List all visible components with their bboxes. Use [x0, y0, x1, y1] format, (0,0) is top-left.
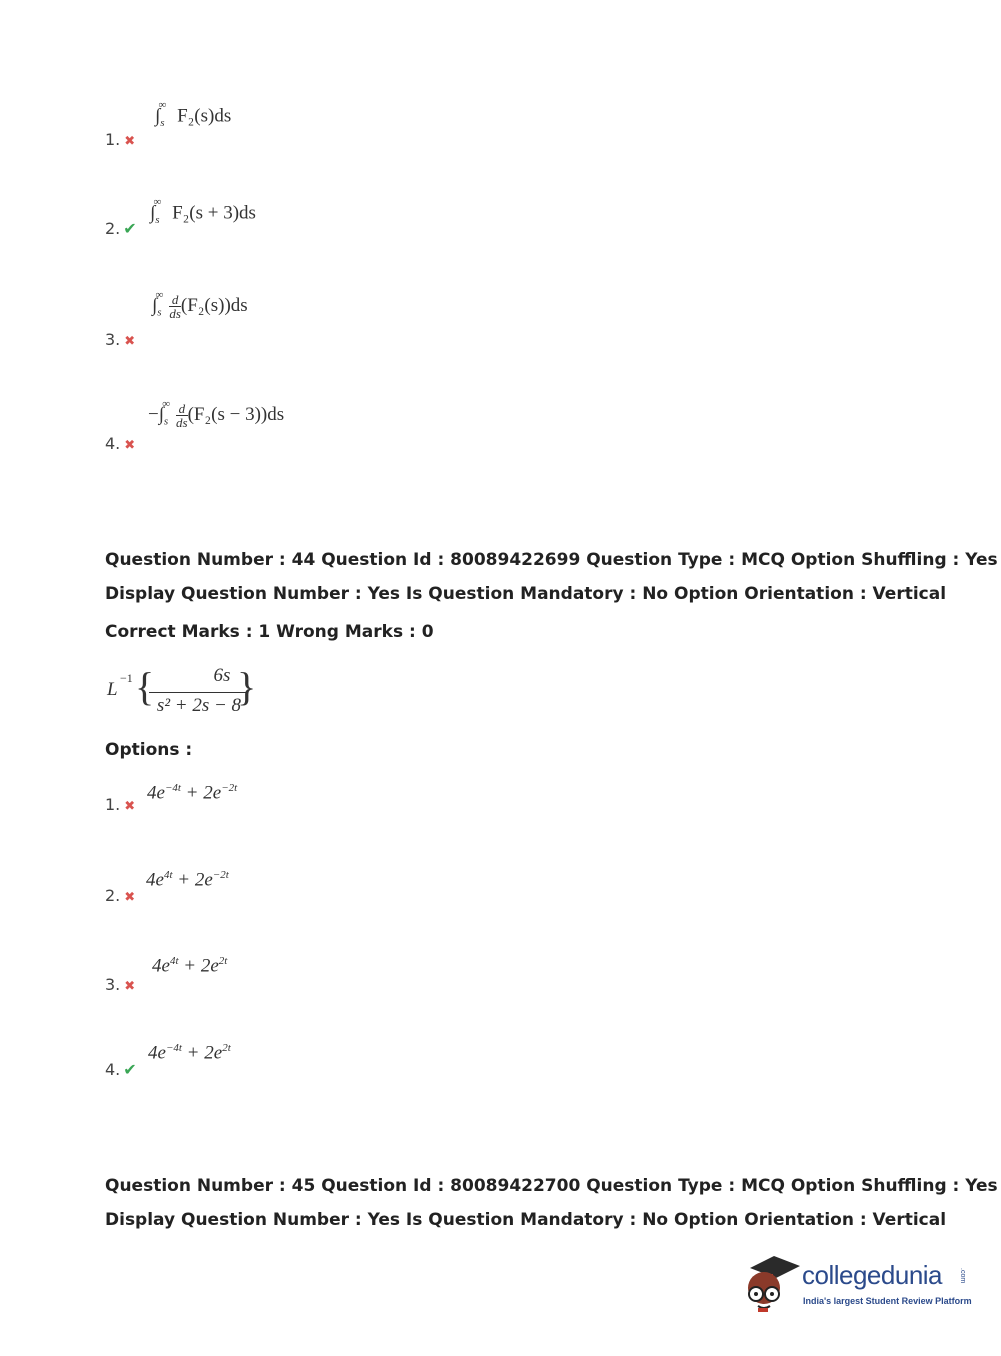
q44-option-1-number: 1. ✖	[105, 795, 136, 814]
q44-meta-line-2: Display Question Number : Yes Is Question Mandatory : No Option Orientation : Vertical	[105, 584, 947, 604]
q44-meta-line-1: Question Number : 44 Question Id : 80089422699 Question Type : MCQ Option Shuffling : Yes	[105, 550, 998, 570]
q43-option-2-number: 2. ✔	[105, 219, 137, 238]
q45-meta-line-2: Display Question Number : Yes Is Question Mandatory : No Option Orientation : Vertical	[105, 1210, 947, 1230]
q44-option-2-expr: $4e^{4t} + 2e^{-2t}$	[146, 869, 229, 891]
logo-wordmark: collegedunia	[802, 1260, 943, 1290]
wrong-mark-icon: ✖	[124, 334, 136, 349]
correct-check-icon: ✔	[123, 1060, 137, 1079]
wrong-mark-icon: ✖	[124, 890, 136, 905]
wrong-mark-icon: ✖	[124, 438, 136, 453]
derivative-fraction: $\frac{d}{ds}$	[176, 401, 188, 430]
derivative-fraction: $\frac{d}{ds}$	[169, 292, 181, 321]
q43-option-1-number: 1. ✖	[105, 130, 136, 149]
q44-option-2-number: 2. ✖	[105, 886, 136, 905]
q43-option-3-number: 3. ✖	[105, 330, 136, 349]
logo-tagline: India's largest Student Review Platform	[803, 1296, 972, 1306]
q43-option-2-expr: $\int_s^\infty$ F₂(s + 3)ds	[150, 196, 256, 227]
wrong-mark-icon: ✖	[124, 799, 136, 814]
correct-check-icon: ✔	[123, 219, 137, 238]
q45-meta-line-1: Question Number : 45 Question Id : 80089422700 Question Type : MCQ Option Shuffling : Yes	[105, 1176, 998, 1196]
wrong-mark-icon: ✖	[124, 134, 136, 149]
q44-option-4-expr: $4e^{-4t} + 2e^{2t}$	[148, 1042, 231, 1064]
q44-options-label: Options :	[105, 740, 193, 760]
wrong-mark-icon: ✖	[124, 979, 136, 994]
collegedunia-logo	[742, 1250, 972, 1320]
q43-option-4-expr: $-\int_s^\infty$ $\frac{d}{ds}$ (F₂(s − 3))ds	[148, 397, 285, 430]
q43-option-4-number: 4. ✖	[105, 434, 136, 453]
q44-option-3-expr: $4e^{4t} + 2e^{2t}$	[152, 955, 228, 977]
mascot-icon	[742, 1250, 804, 1316]
q44-option-3-number: 3. ✖	[105, 975, 136, 994]
q43-option-1-expr: $\int_s^\infty$ F₂(s)ds	[155, 99, 232, 130]
q43-option-3-expr: $\int_s^\infty$ $\frac{d}{ds}$ (F₂(s))ds	[152, 288, 248, 321]
q44-option-4-number: 4. ✔	[105, 1060, 137, 1079]
logo-suffix: .com	[959, 1268, 966, 1284]
q44-marks-line: Correct Marks : 1 Wrong Marks : 0	[105, 622, 434, 642]
q44-option-1-expr: $4e^{-4t} + 2e^{-2t}$	[147, 782, 238, 804]
